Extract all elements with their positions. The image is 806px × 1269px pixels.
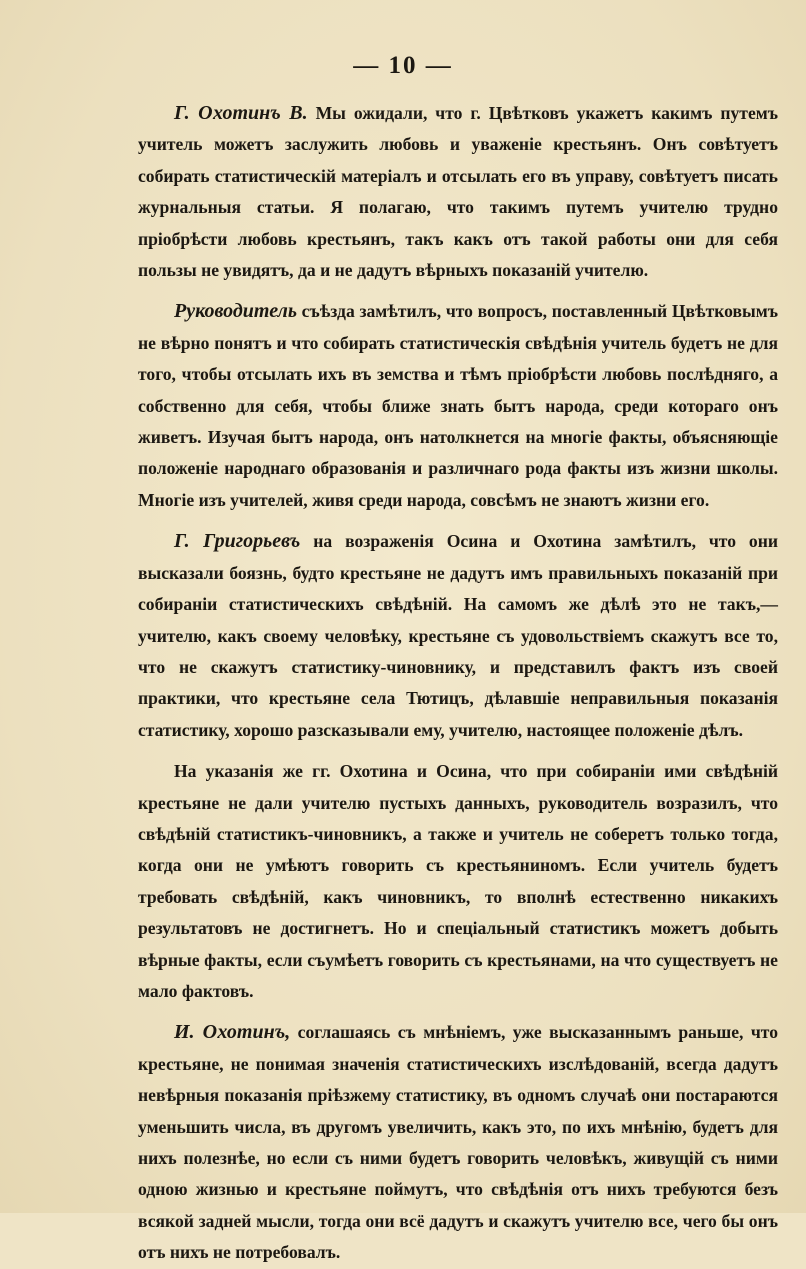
- page-number: — 10 —: [353, 52, 453, 79]
- speaker-name: Г. Григорьевъ: [174, 530, 301, 553]
- paragraph-1: [138, 98, 778, 286]
- paragraph-text: Мы ожидали, что г. Цвѣтковъ укажетъ какимъ путемъ учитель можетъ заслужить любовь и уваженіе крестьянъ. Онъ совѣтуетъ собирать статистическій матеріалъ и отсылать его въ управу, совѣтуетъ писать журнальныя статьи. Я полагаю, что такимъ путемъ учителю трудно пріобрѣсти любовь крестьянъ, такъ какъ отъ такой работы они для себя пользы не увидятъ, да и не дадутъ вѣрныхъ показаній учителю.: [138, 103, 778, 281]
- paragraph-2: [138, 296, 778, 516]
- paragraph-text: на возраженія Осина и Охотина замѣтилъ, что они высказали боязнь, будто крестьяне не дадутъ имъ правильныхъ показаній при собираніи статистическихъ свѣдѣній. На самомъ же дѣлѣ это не такъ,—учителю, какъ своему человѣку, крестьяне съ удовольствіемъ скажутъ все то, что не скажутъ статистику-чиновнику, и представилъ фактъ изъ своей практики, что крестьяне села Тютицъ, дѣлавшіе неправильныя показанія статистику, хорошо разсказывали ему, учителю, настоящее положеніе дѣлъ.: [138, 531, 778, 740]
- paragraph-3: [138, 526, 778, 746]
- paragraph-4: [138, 756, 778, 1007]
- paragraph-5: [138, 1017, 778, 1268]
- paragraph-text: На указанія же гг. Охотина и Осина, что при собираніи ими свѣдѣній крестьяне не дали учителю пустыхъ данныхъ, руководитель возразилъ, что свѣдѣній статистикъ-чиновникъ, а также и учитель не соберетъ только тогда, когда они не умѣютъ говорить съ крестьяниномъ. Если учитель будетъ требовать свѣдѣній, какъ чиновникъ, то вполнѣ естественно никакихъ результатовъ не достигнетъ. Но и спеціальный статистикъ можетъ добыть вѣрные факты, если съумѣетъ говорить съ крестьянами, на что существуетъ не мало фактовъ.: [138, 761, 778, 1001]
- speaker-name: Руководитель: [174, 300, 297, 323]
- body-text: [138, 98, 778, 1269]
- paragraph-text: съѣзда замѣтилъ, что вопросъ, поставленный Цвѣтковымъ не вѣрно понятъ и что собирать статистическія свѣдѣнія учитель будетъ не для того, чтобы отсылать ихъ въ земства и тѣмъ пріобрѣсти любовь послѣдняго, а собственно для себя, чтобы ближе знать бытъ народа, среди котораго онъ живетъ. Изучая бытъ народа, онъ натолкнется на многіе факты, объясняющіе положеніе народнаго образованія и различнаго рода факты изъ жизни школы. Многіе изъ учителей, живя среди народа, совсѣмъ не знаютъ жизни его.: [138, 301, 778, 510]
- paragraph-text: соглашаясь съ мнѣніемъ, уже высказаннымъ раньше, что крестьяне, не понимая значенія статистическихъ изслѣдованій, всегда дадутъ невѣрныя показанія пріѣзжему статистику, въ одномъ случаѣ они постараются уменьшить числа, въ другомъ увеличить, какъ это, по ихъ мнѣнію, будетъ для нихъ полезнѣе, но если съ ними будетъ говорить человѣкъ, живущій съ ними одною жизнью и крестьяне поймутъ, что свѣдѣнія отъ нихъ требуются безъ всякой задней мысли, тогда они всё дадутъ и скажутъ учителю все, чего бы онъ отъ нихъ не потребовалъ.: [138, 1022, 779, 1263]
- speaker-name: Г. Охотинъ В.: [174, 102, 308, 124]
- speaker-name: И. Охотинъ,: [174, 1021, 291, 1044]
